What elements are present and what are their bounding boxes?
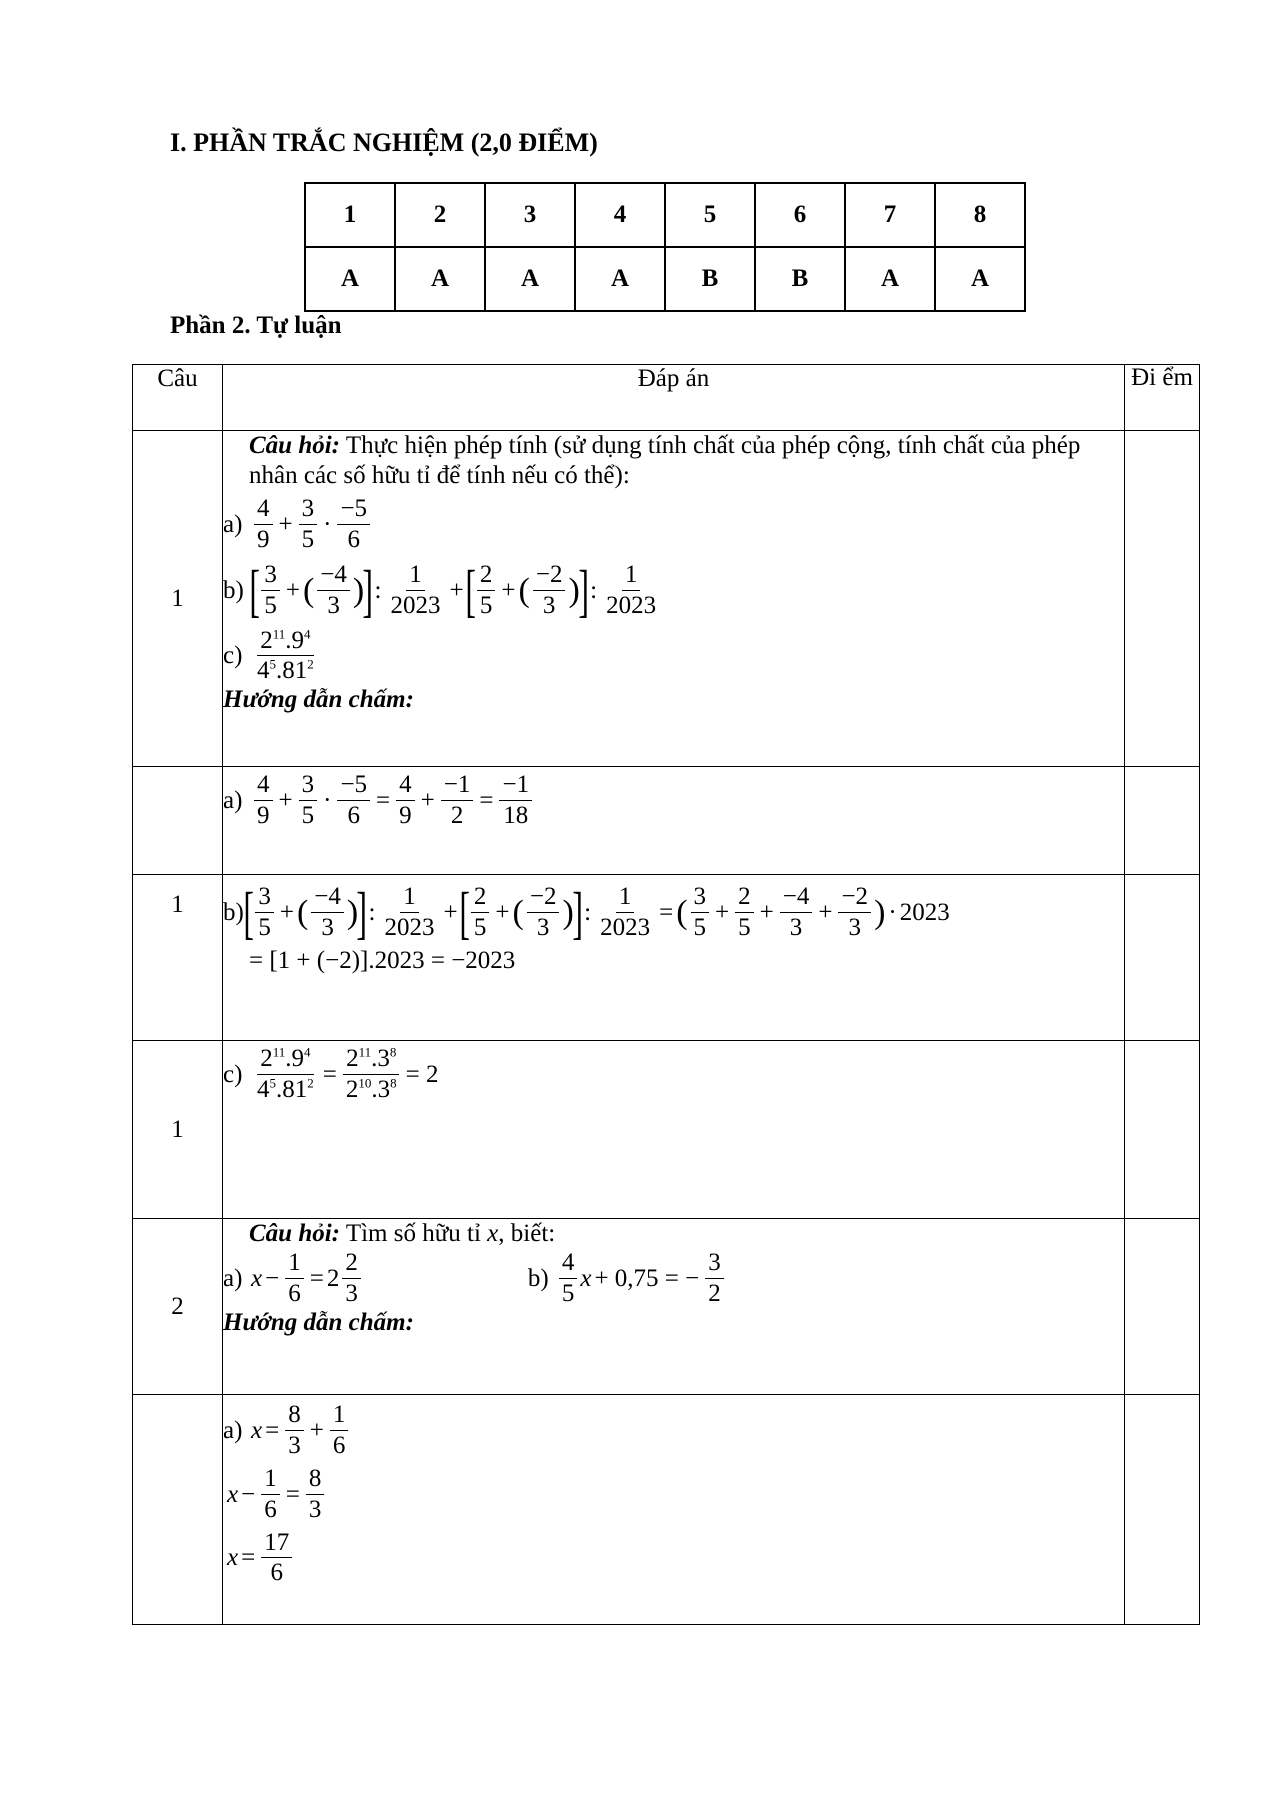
label-b: b): [223, 576, 244, 604]
cau-number: 2: [133, 1219, 223, 1395]
mc-number: 6: [755, 183, 845, 247]
mc-number: 8: [935, 183, 1025, 247]
label-c: c): [223, 642, 243, 670]
mc-number: 5: [665, 183, 755, 247]
mc-number: 7: [845, 183, 935, 247]
answer-cell: [223, 1041, 1125, 1219]
label-b: b): [223, 898, 244, 926]
mc-answer: A: [395, 247, 485, 311]
question-label: Câu hỏi:: [249, 1220, 341, 1247]
table-row: [133, 431, 1200, 767]
answer-cell: [223, 431, 1125, 767]
solution-2a-line2: x − $\frac{1}{6}$ = $\frac{8}{3}$: [223, 1465, 1124, 1525]
solution-b-line2: = [1 + (−2)].2023 = −2023: [249, 946, 516, 974]
answer-cell: [223, 1395, 1125, 1625]
mc-number: 4: [575, 183, 665, 247]
table-row: [133, 767, 1200, 875]
solution-2a-line3: x = $\frac{17}{6}$: [223, 1529, 1124, 1589]
table-row: [133, 1395, 1200, 1625]
question-text: [223, 1219, 1124, 1249]
score-cell: [1125, 1395, 1200, 1625]
mc-answer: B: [755, 247, 845, 311]
mc-answer: A: [305, 247, 395, 311]
mc-answer: A: [575, 247, 665, 311]
solution-b-result: 2023: [899, 898, 950, 926]
guide-label: Hướng dẫn chấm:: [223, 1308, 414, 1336]
table-row: [133, 1219, 1200, 1395]
header-diem: Đi ểm: [1125, 365, 1200, 431]
solution-c: c) $\frac{2^{11}.9^4}{4^5.81^2}$ = $\frac{2^{11}.3^8}{2^{10}.3^8}$ = 2: [223, 1044, 439, 1103]
table-row: [133, 875, 1200, 1041]
label-c: c): [223, 1060, 243, 1088]
section2-title: Phần 2. Tự luận: [170, 312, 342, 339]
mc-number: 3: [485, 183, 575, 247]
question-tail: , biết:: [498, 1220, 556, 1247]
mc-answer: B: [665, 247, 755, 311]
score-cell: [1125, 875, 1200, 1041]
score-cell: [1125, 767, 1200, 875]
expr-c: c) $\frac{2^{11}.9^4}{4^5.81^2}$: [223, 626, 314, 685]
mc-number: 1: [305, 183, 395, 247]
cau-number: [133, 767, 223, 875]
solution-a: a) $\frac{4}{9}$ + $\frac{3}{5}$ · $\frac{-5}{6}$ = $\frac{4}{9}$ + $\frac{-1}{2}$ = $\frac{-1}{18}$: [223, 771, 1124, 831]
score-cell: [1125, 431, 1200, 767]
score-cell: [1125, 1041, 1200, 1219]
section1-title: I. PHẦN TRẮC NGHIỆM (2,0 ĐIỂM): [170, 128, 598, 157]
mc-answer: A: [935, 247, 1025, 311]
mc-number: 2: [395, 183, 485, 247]
mc-answer-table: [304, 182, 1026, 312]
essay-table: [132, 364, 1200, 1625]
question-label: Câu hỏi:: [249, 432, 341, 459]
header-row: [133, 365, 1200, 431]
cau-number: 1: [133, 431, 223, 767]
answer-cell: [223, 1219, 1125, 1395]
question-body: Tìm số hữu tỉ: [345, 1220, 481, 1247]
expr-b: b) [ $\frac{3}{5}$ + ( $\frac{-4}{3}$ ) ] : $\frac{1}{2023}$ + [ $\frac{2}{5}$ + ( $\frac{-2}{3}$ ) ] : $\frac{1}{2023}$: [223, 557, 657, 623]
expr-a: a) $\frac{4}{9}$ + $\frac{3}{5}$ · $\frac{-5}{6}$: [223, 495, 1124, 555]
solution-2a-line1: a) x = $\frac{8}{3}$ + $\frac{1}{6}$: [223, 1401, 1124, 1461]
mc-answer: A: [485, 247, 575, 311]
question-text: [223, 431, 1124, 491]
header-dapan: Đáp án: [223, 365, 1125, 431]
guide-label: Hướng dẫn chấm:: [223, 686, 414, 714]
answer-cell: [223, 767, 1125, 875]
solution-b: b) [ $\frac{3}{5}$ + ( $\frac{-4}{3}$ ) ] : $\frac{1}{2023}$ + [ $\frac{2}{5}$ + ( $\frac{-2}{3}$ ) ] : $\frac{1}{2023}$ = ( $\frac{3}{5}$ + $\frac{2}{5}$ + $\frac{-4}{3}$ + $\frac{-2}{3}$ ) · 2023: [223, 879, 950, 945]
question2-exprs: a) x − $\frac{1}{6}$ = 2 $\frac{2}{3}$ b) $\frac{4}{5}$ x + 0,75 = − $\frac{3}{2}$: [223, 1249, 1124, 1309]
label-a: a): [223, 1264, 243, 1292]
solution-c-result: = 2: [405, 1060, 439, 1088]
question-var: x: [487, 1220, 499, 1247]
table-row: [133, 1041, 1200, 1219]
header-cau: Câu: [133, 365, 223, 431]
score-cell: [1125, 1219, 1200, 1395]
question-body: Thực hiện phép tính (sử dụng tính chất của phép cộng, tính chất của phép nhân các số hữu tỉ để tính nếu có thể):: [249, 432, 1081, 489]
answer-cell: [223, 875, 1125, 1041]
label-b: b): [527, 1264, 549, 1292]
label-a: a): [223, 510, 243, 538]
cau-number: 1: [133, 1041, 223, 1219]
label-a: a): [223, 786, 243, 814]
cau-number: 1: [133, 875, 223, 1041]
mc-answer-row: [305, 247, 1025, 311]
cau-number: [133, 1395, 223, 1625]
mc-number-row: [305, 183, 1025, 247]
label-a: a): [223, 1416, 243, 1444]
mc-answer: A: [845, 247, 935, 311]
